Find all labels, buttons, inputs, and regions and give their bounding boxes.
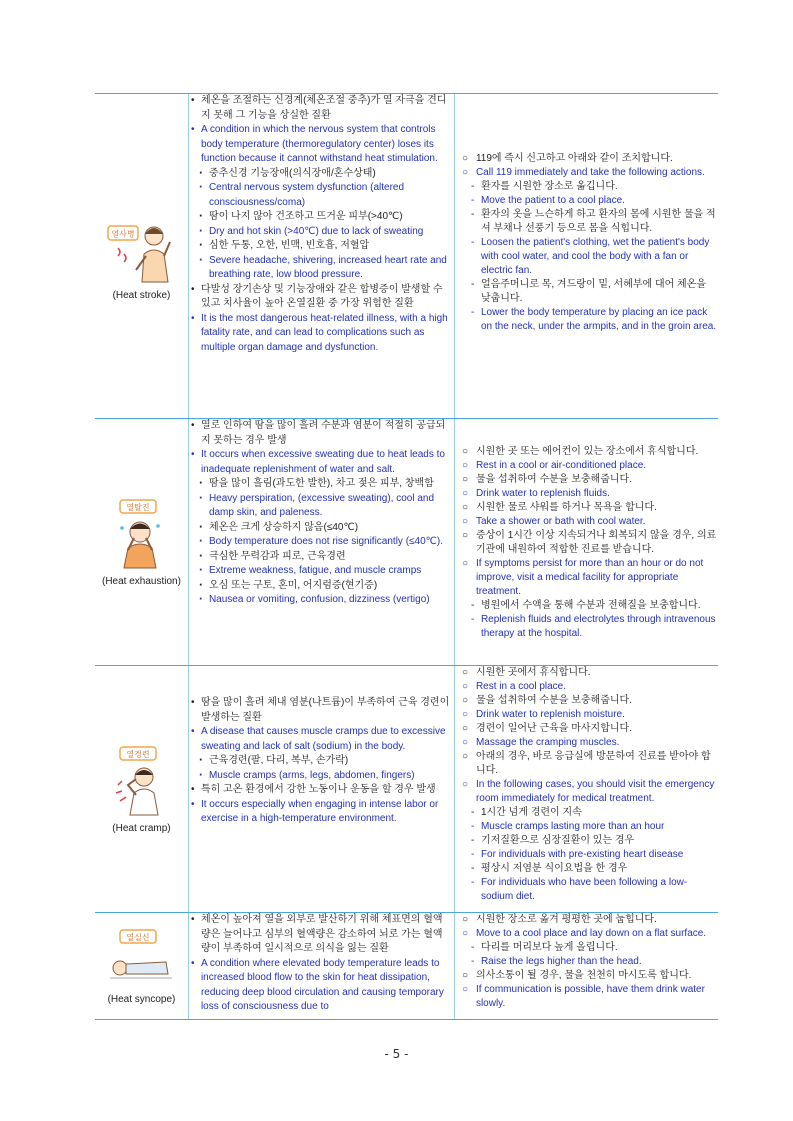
symptom-text-english: • A condition in which the nervous system that controls body temperature (thermoregulatory center) loses its function because it cannot withstand heat stimulation. — [189, 123, 451, 167]
action-text-english: ○ Take a shower or bath with cool water. — [459, 515, 718, 529]
symptom-text: • 체온이 높아져 열을 외부로 발산하기 위해 체표면의 혈액량은 늘어나고 심부의 혈액량은 감소하여 뇌로 가는 혈액량이 부족하여 일시적으로 의식을 잃는 질환 — [189, 913, 451, 957]
symptom-text-english: • A disease that causes muscle cramps due to excessive sweating and lack of salt (sodium) in the body. — [189, 725, 451, 754]
illness-caption: (Heat cramp) — [112, 822, 171, 834]
actions-cell — [455, 666, 718, 912]
symptom-text: ‧ 극심한 무력감과 피로, 근육경련 — [189, 550, 451, 565]
action-text: ○ 아래의 경우, 바로 응급실에 방문하여 진료를 받아야 합니다. — [459, 750, 718, 778]
table-row — [95, 94, 718, 419]
heat-stroke-illustration — [106, 212, 176, 284]
action-text-english: - Raise the legs higher than the head. — [459, 955, 718, 969]
symptoms-cell — [189, 94, 455, 418]
action-text-english: ○ Rest in a cool or air-conditioned place. — [459, 459, 718, 473]
symptom-text-english: ‧ Nausea or vomiting, confusion, dizziness (vertigo) — [189, 593, 451, 608]
action-text-english: ○ If symptoms persist for more than an hour or do not improve, visit a medical facility for appropriate treatment. — [459, 557, 718, 599]
action-text-english: - Muscle cramps lasting more than an hour — [459, 820, 718, 834]
illness-caption: (Heat exhaustion) — [102, 575, 181, 587]
action-text-english: ○ If communication is possible, have them drink water slowly. — [459, 983, 718, 1011]
action-text-english: - Move the patient to a cool place. — [459, 194, 718, 208]
symptom-text: ‧ 중추신경 기능장애(의식장애/혼수상태) — [189, 167, 451, 182]
action-text: - 얼음주머니로 목, 겨드랑이 밑, 서혜부에 대어 체온을 낮춥니다. — [459, 278, 718, 306]
illness-cell — [95, 913, 189, 1019]
action-text-english: - For individuals with pre-existing heart disease — [459, 848, 718, 862]
illness-badge: 열사병 — [111, 229, 136, 238]
symptom-text: • 다발성 장기손상 및 기능장애와 같은 합병증이 발생할 수 있고 치사율이 높아 온열질환 중 가장 위험한 질환 — [189, 283, 451, 312]
illness-badge: 열탈진 — [126, 502, 151, 512]
action-text-english: - Lower the body temperature by placing an ice pack on the neck, under the armpits, and in the groin area. — [459, 306, 718, 334]
action-text: ○ 의사소통이 될 경우, 물을 천천히 마시도록 합니다. — [459, 969, 718, 983]
symptom-text: • 땀을 많이 흘려 체내 염분(나트륨)이 부족하여 근육 경련이 발생하는 질환 — [189, 696, 451, 725]
action-text: ○ 시원한 곳에서 휴식합니다. — [459, 666, 718, 680]
action-text-english: - For individuals who have been following a low-sodium diet. — [459, 876, 718, 904]
symptom-text: ‧ 땀이 나지 않아 건조하고 뜨거운 피부(>40℃) — [189, 210, 451, 225]
table-row — [95, 419, 718, 666]
symptom-text-english: • It occurs when excessive sweating due to heat leads to inadequate replenishment of water and salt. — [189, 448, 451, 477]
heat-exhaustion-illustration — [106, 498, 176, 570]
symptom-text-english: ‧ Dry and hot skin (>40℃) due to lack of sweating — [189, 225, 451, 240]
action-text-english: ○ In the following cases, you should visit the emergency room immediately for medical treatment. — [459, 778, 718, 806]
symptom-text-english: • It occurs especially when engaging in intense labor or exercise in a high-temperature environment. — [189, 798, 451, 827]
action-text-english: ○ Rest in a cool place. — [459, 680, 718, 694]
symptom-text: ‧ 오심 또는 구토, 혼미, 어지럼증(현기증) — [189, 579, 451, 594]
action-text: - 병원에서 수액을 통해 수분과 전해질을 보충합니다. — [459, 599, 718, 613]
action-text: ○ 증상이 1시간 이상 지속되거나 회복되지 않을 경우, 의료기관에 내원하여 적합한 진료를 받습니다. — [459, 529, 718, 557]
symptom-text: • 열로 인하여 땀을 많이 흘려 수분과 염분이 적절히 공급되지 못하는 경우 발생 — [189, 419, 451, 448]
action-text: ○ 물을 섭취하여 수분을 보충해줍니다. — [459, 694, 718, 708]
action-text: - 환자의 옷을 느슨하게 하고 환자의 몸에 시원한 물을 적셔 부채나 선풍기 등으로 몸을 식힙니다. — [459, 208, 718, 236]
action-text-english: ○ Move to a cool place and lay down on a flat surface. — [459, 927, 718, 941]
symptoms-cell — [189, 419, 455, 665]
action-text: ○ 시원한 물로 샤워를 하거나 목욕을 합니다. — [459, 501, 718, 515]
symptom-text: ‧ 근육경련(팔, 다리, 복부, 손가락) — [189, 754, 451, 769]
illness-badge: 열경련 — [126, 749, 151, 759]
action-text-english: - Loosen the patient's clothing, wet the patient's body with cool water, and cool the body with a fan or electric fan. — [459, 236, 718, 278]
symptoms-cell — [189, 913, 455, 1019]
illness-cell — [95, 419, 189, 665]
symptom-text: ‧ 체온은 크게 상승하지 않음(≤40℃) — [189, 521, 451, 536]
actions-cell — [455, 419, 718, 665]
action-text: ○ 물을 섭취하여 수분을 보충해줍니다. — [459, 473, 718, 487]
table-row — [95, 666, 718, 913]
symptom-text-english: ‧ Body temperature does not rise significantly (≤40℃). — [189, 535, 451, 550]
action-text: - 평상시 저염분 식이요법을 한 경우 — [459, 862, 718, 876]
action-text: ○ 119에 즉시 신고하고 아래와 같이 조치합니다. — [459, 152, 718, 166]
action-text-english: - Replenish fluids and electrolytes through intravenous therapy at the hospital. — [459, 613, 718, 641]
illness-cell — [95, 94, 189, 418]
action-text: ○ 시원한 곳 또는 에어컨이 있는 장소에서 휴식합니다. — [459, 445, 718, 459]
actions-cell — [455, 913, 718, 1019]
symptom-text-english: • It is the most dangerous heat-related illness, with a high fatality rate, and can lead to complications such as multiple organ damage and dysfunction. — [189, 312, 451, 356]
symptom-text-english: • A condition where elevated body temperature leads to increased blood flow to the skin for heat dissipation, reducing deep blood circulation and causing temporary loss of consciousness due to — [189, 957, 451, 1015]
illness-cell — [95, 666, 189, 912]
heat-syncope-illustration — [106, 928, 176, 988]
action-text: - 기저질환으로 심장질환이 있는 경우 — [459, 834, 718, 848]
heat-illness-table — [95, 93, 718, 1020]
symptom-text-english: ‧ Extreme weakness, fatigue, and muscle cramps — [189, 564, 451, 579]
table-row — [95, 913, 718, 1020]
symptom-text: • 체온을 조절하는 신경계(체온조절 중추)가 열 자극을 견디지 못해 그 기능을 상실한 질환 — [189, 94, 451, 123]
symptoms-cell — [189, 666, 455, 912]
symptom-text-english: ‧ Central nervous system dysfunction (altered consciousness/coma) — [189, 181, 451, 210]
heat-cramp-illustration — [106, 745, 176, 817]
action-text-english: ○ Call 119 immediately and take the following actions. — [459, 166, 718, 180]
action-text: - 환자를 시원한 장소로 옮깁니다. — [459, 180, 718, 194]
symptom-text-english: ‧ Severe headache, shivering, increased heart rate and breathing rate, low blood pressure. — [189, 254, 451, 283]
action-text-english: ○ Drink water to replenish fluids. — [459, 487, 718, 501]
action-text: - 1시간 넘게 경련이 지속 — [459, 806, 718, 820]
action-text: ○ 시원한 장소로 옮겨 평평한 곳에 눕힙니다. — [459, 913, 718, 927]
action-text-english: ○ Massage the cramping muscles. — [459, 736, 718, 750]
actions-cell — [455, 94, 718, 418]
symptom-text: ‧ 땀을 많이 흘림(과도한 발한), 차고 젖은 피부, 창백함 — [189, 477, 451, 492]
illness-badge: 열실신 — [126, 932, 151, 942]
action-text-english: ○ Drink water to replenish moisture. — [459, 708, 718, 722]
symptom-text: • 특히 고온 환경에서 강한 노동이나 운동을 할 경우 발생 — [189, 783, 451, 798]
symptom-text-english: ‧ Muscle cramps (arms, legs, abdomen, fingers) — [189, 769, 451, 784]
illness-caption: (Heat syncope) — [107, 993, 176, 1005]
action-text: - 다리를 머리보다 높게 올립니다. — [459, 941, 718, 955]
illness-caption: (Heat stroke) — [112, 289, 171, 301]
action-text: ○ 경련이 일어난 근육을 마사지합니다. — [459, 722, 718, 736]
symptom-text-english: ‧ Heavy perspiration, (excessive sweating), cool and damp skin, and paleness. — [189, 492, 451, 521]
symptom-text: ‧ 심한 두통, 오한, 빈맥, 빈호흡, 저혈압 — [189, 239, 451, 254]
page-number: - 5 - — [384, 1047, 409, 1061]
